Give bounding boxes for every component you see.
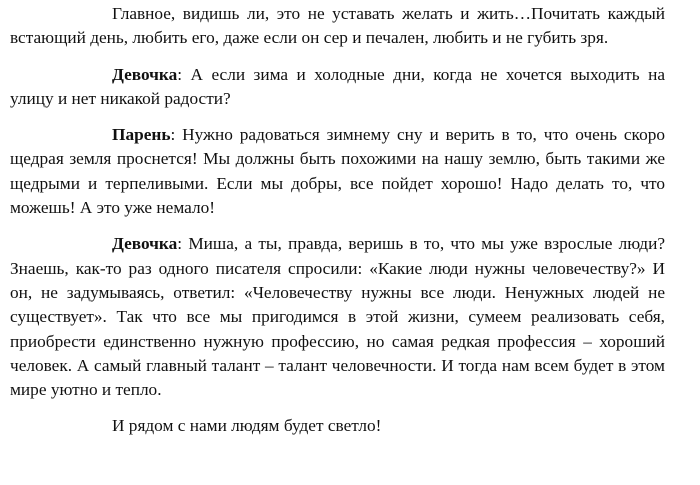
- paragraph-1-text: Главное, видишь ли, это не уставать желать и жить…Почитать каждый встающий день, любить его, даже если он сер и печален, любить и не губить зря.: [10, 4, 665, 48]
- speaker-separator: :: [177, 234, 183, 254]
- speaker-separator: :: [177, 64, 183, 84]
- speaker-name: Парень: [112, 125, 171, 145]
- paragraph-4: [10, 232, 665, 402]
- paragraph-3: [10, 123, 665, 220]
- paragraph-5-text: И рядом с нами людям будет светло!: [112, 416, 382, 436]
- paragraph-5: [10, 414, 665, 438]
- speaker-name: Девочка: [112, 64, 178, 84]
- document-page: [10, 2, 665, 451]
- paragraph-3-text: Нужно радоваться зимнему сну и верить в то, что очень скоро щедрая земля проснется! Мы должны быть похожими на нашу землю, быть такими же щедрыми и терпеливыми. Если мы добры, все пойдет хорошо! Надо делать то, что можешь! А это уже немало!: [10, 125, 665, 218]
- speaker-separator: :: [170, 125, 176, 145]
- paragraph-2: [10, 63, 665, 112]
- paragraph-4-text: Миша, а ты, правда, веришь в то, что мы уже взрослые люди? Знаешь, как-то раз одного писателя спросили: «Какие люди нужны человечеству?» И он, не задумываясь, ответил: «Человечеству нужны все люди. Ненужных людей не существует». Так что все мы пригодимся в этой жизни, сумеем реализовать себя, приобрести единственно нужную профессию, но самая редкая профессия – хороший человек. А самый главный талант – талант человечности. И тогда нам всем будет в этом мире уютно и тепло.: [10, 234, 665, 400]
- paragraph-1: [10, 2, 665, 51]
- speaker-name: Девочка: [112, 234, 178, 254]
- paragraph-2-text: А если зима и холодные дни, когда не хочется выходить на улицу и нет никакой радости?: [10, 64, 665, 108]
